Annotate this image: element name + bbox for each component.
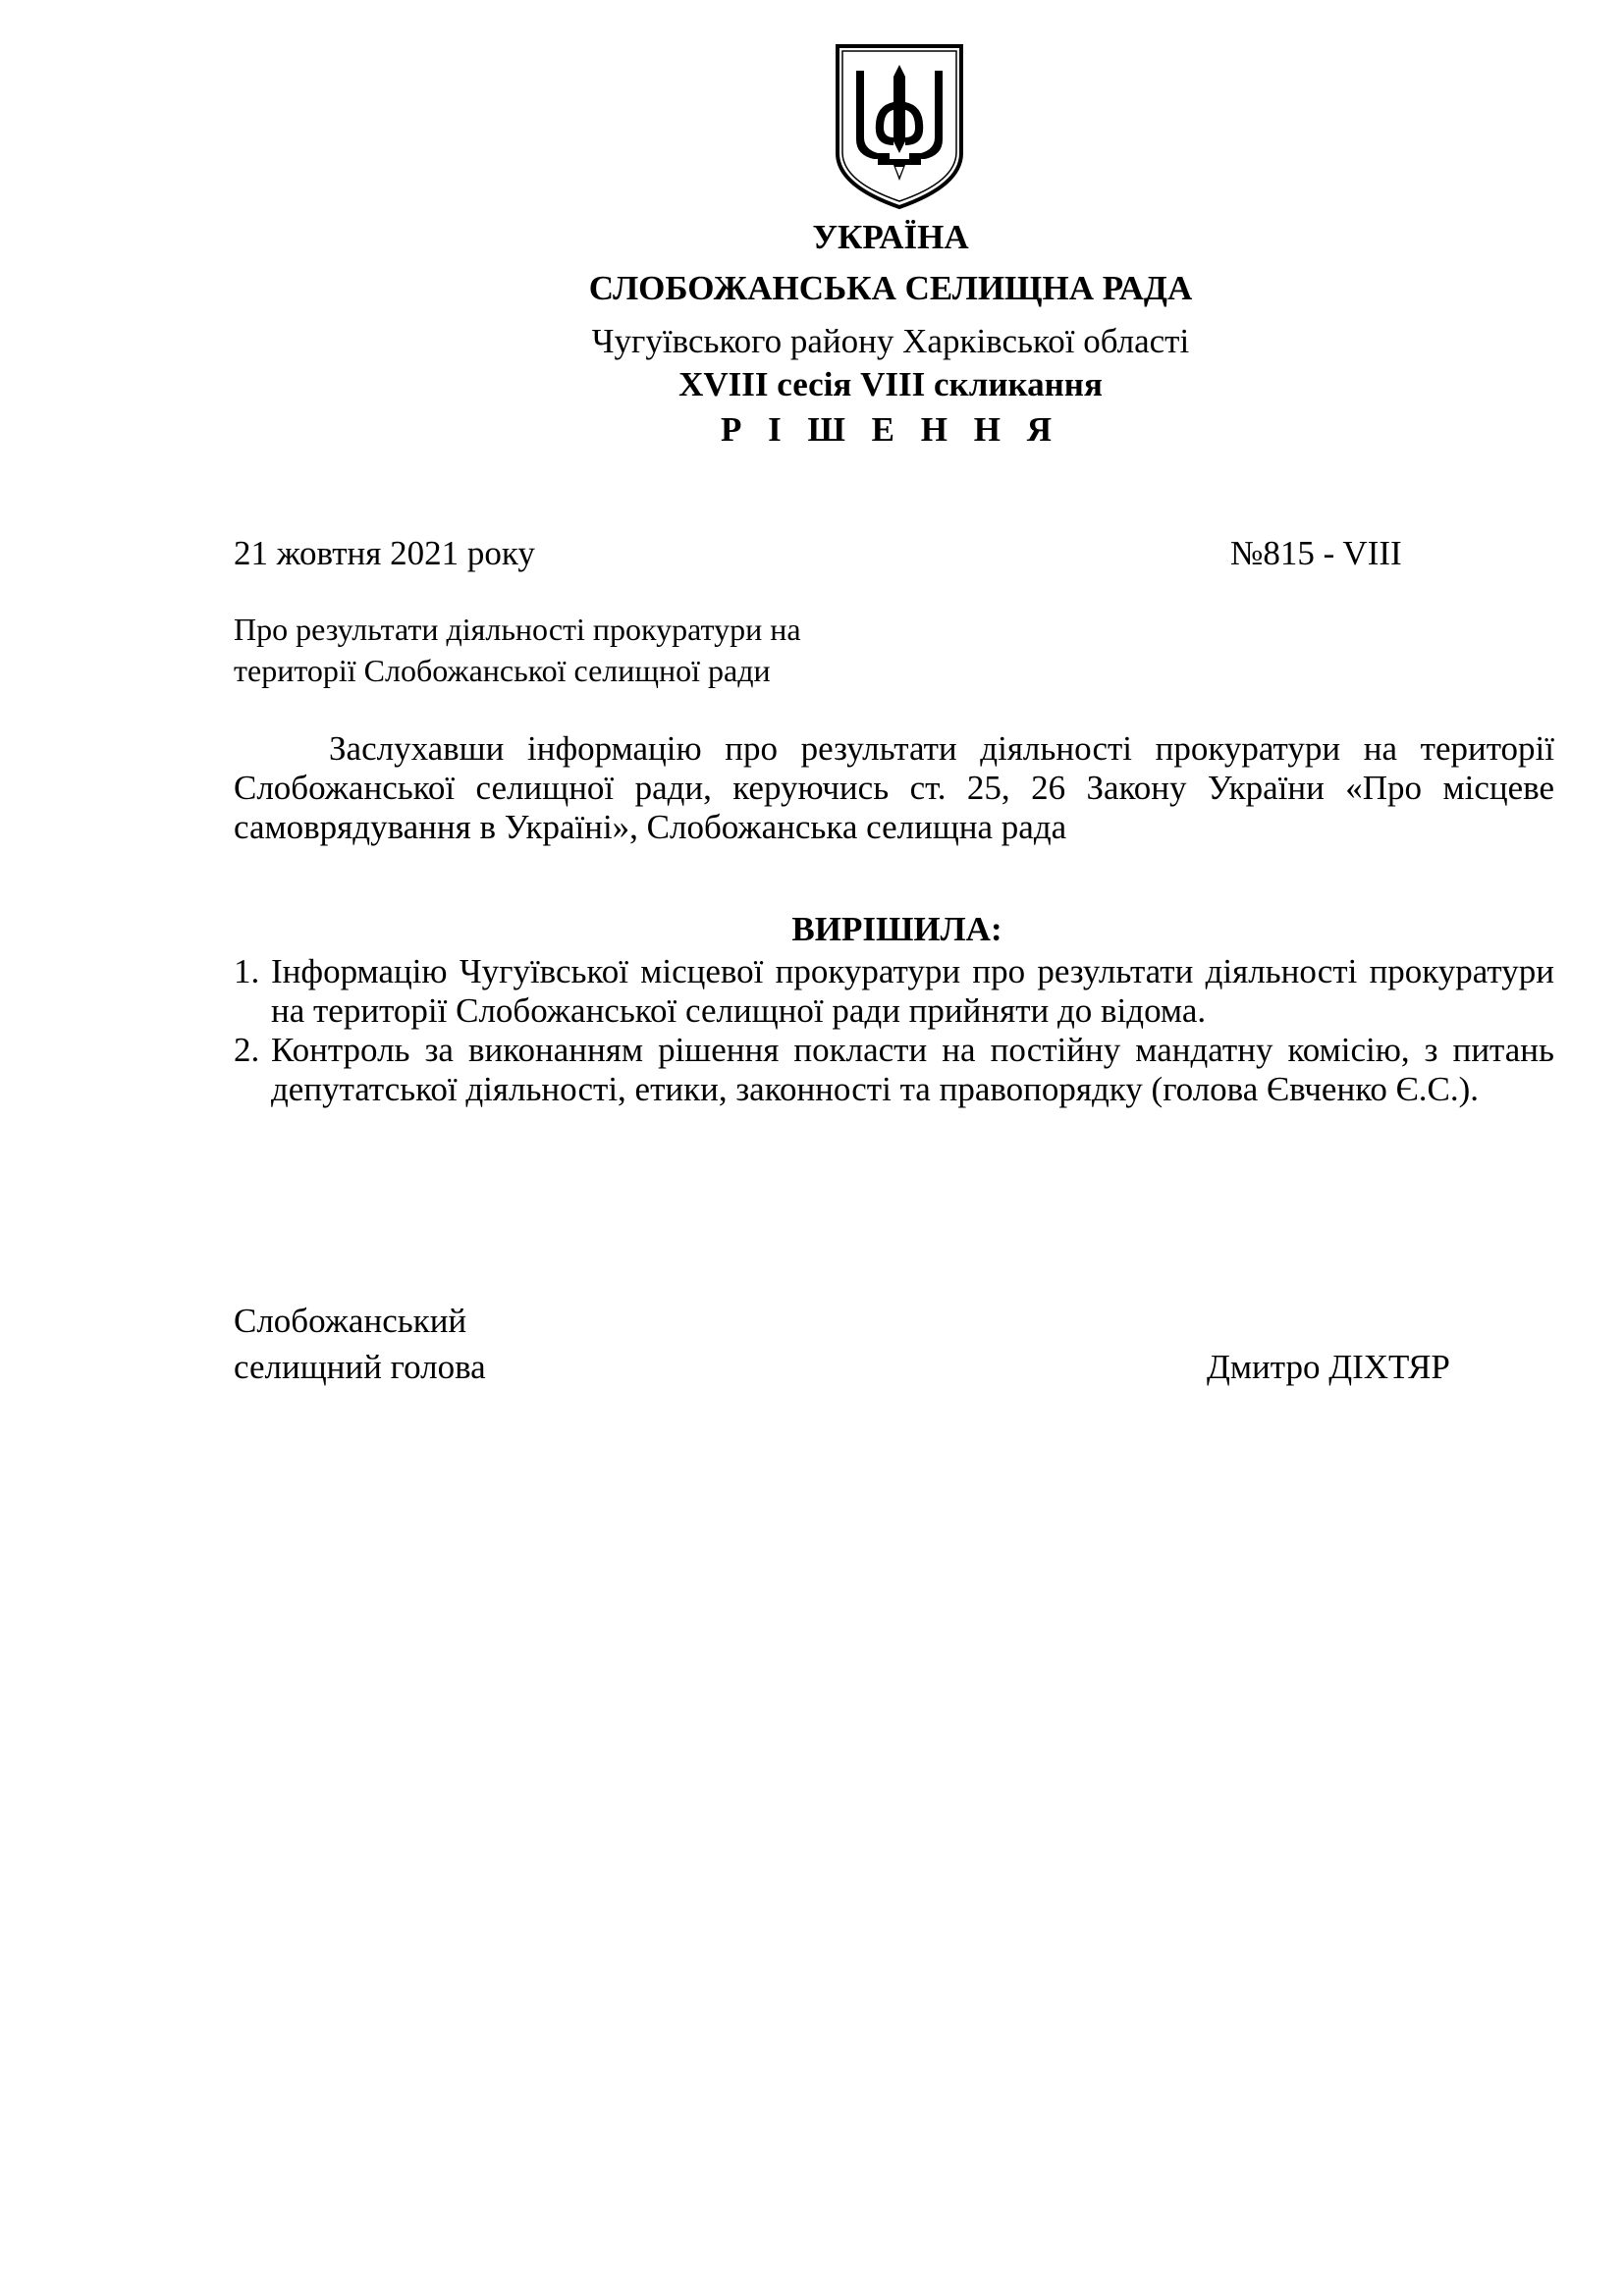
decision-item-text: Контроль за виконанням рішення покласти на постійну мандатну комісію, з питань депутатської діяльності, етики, законності та правопорядку (голова Євченко Є.С.). bbox=[271, 1031, 1554, 1108]
country-heading: УКРАЇНА bbox=[812, 218, 969, 256]
decided-heading: ВИРІШИЛА: bbox=[791, 910, 1002, 948]
decision-list bbox=[234, 952, 1554, 1109]
decision-number: №815 - VIII bbox=[1230, 534, 1402, 572]
trident-coat-of-arms-icon bbox=[835, 43, 964, 210]
session-heading: XVIII сесія VIII скликання bbox=[678, 365, 1103, 403]
decision-item-number: 2. bbox=[234, 1031, 260, 1069]
signatory-title-line-1: Слобожанський bbox=[234, 1302, 467, 1340]
district-subheading: Чугуївського району Харківської області bbox=[591, 322, 1190, 360]
signatory-name: Дмитро ДІХТЯР bbox=[1207, 1348, 1450, 1386]
decision-item bbox=[234, 952, 1554, 1031]
council-heading: СЛОБОЖАНСЬКА СЕЛИЩНА РАДА bbox=[588, 269, 1193, 307]
decision-date: 21 жовтня 2021 року bbox=[234, 534, 535, 572]
signatory-title-line-2: селищний голова bbox=[234, 1348, 486, 1386]
subject-line-1: Про результати діяльності прокуратури на bbox=[234, 612, 801, 647]
decision-item-number: 1. bbox=[234, 952, 260, 990]
decision-item-text: Інформацію Чугуївської місцевої прокуратури про результати діяльності прокуратури на території Слобожанської селищної ради прийняти до відома. bbox=[271, 952, 1554, 1030]
document-type-heading: Р І Ш Е Н Н Я bbox=[720, 410, 1060, 449]
preamble-paragraph: Заслухавши інформацію про результати діяльності прокуратури на території Слобожанської селищної ради, керуючись ст. 25, 26 Закону України «Про місцеве самоврядування в Україні», Слобожанська селищна рада bbox=[234, 729, 1554, 846]
subject-line-2: території Слобожанської селищної ради bbox=[234, 653, 771, 688]
decision-item bbox=[234, 1031, 1554, 1109]
